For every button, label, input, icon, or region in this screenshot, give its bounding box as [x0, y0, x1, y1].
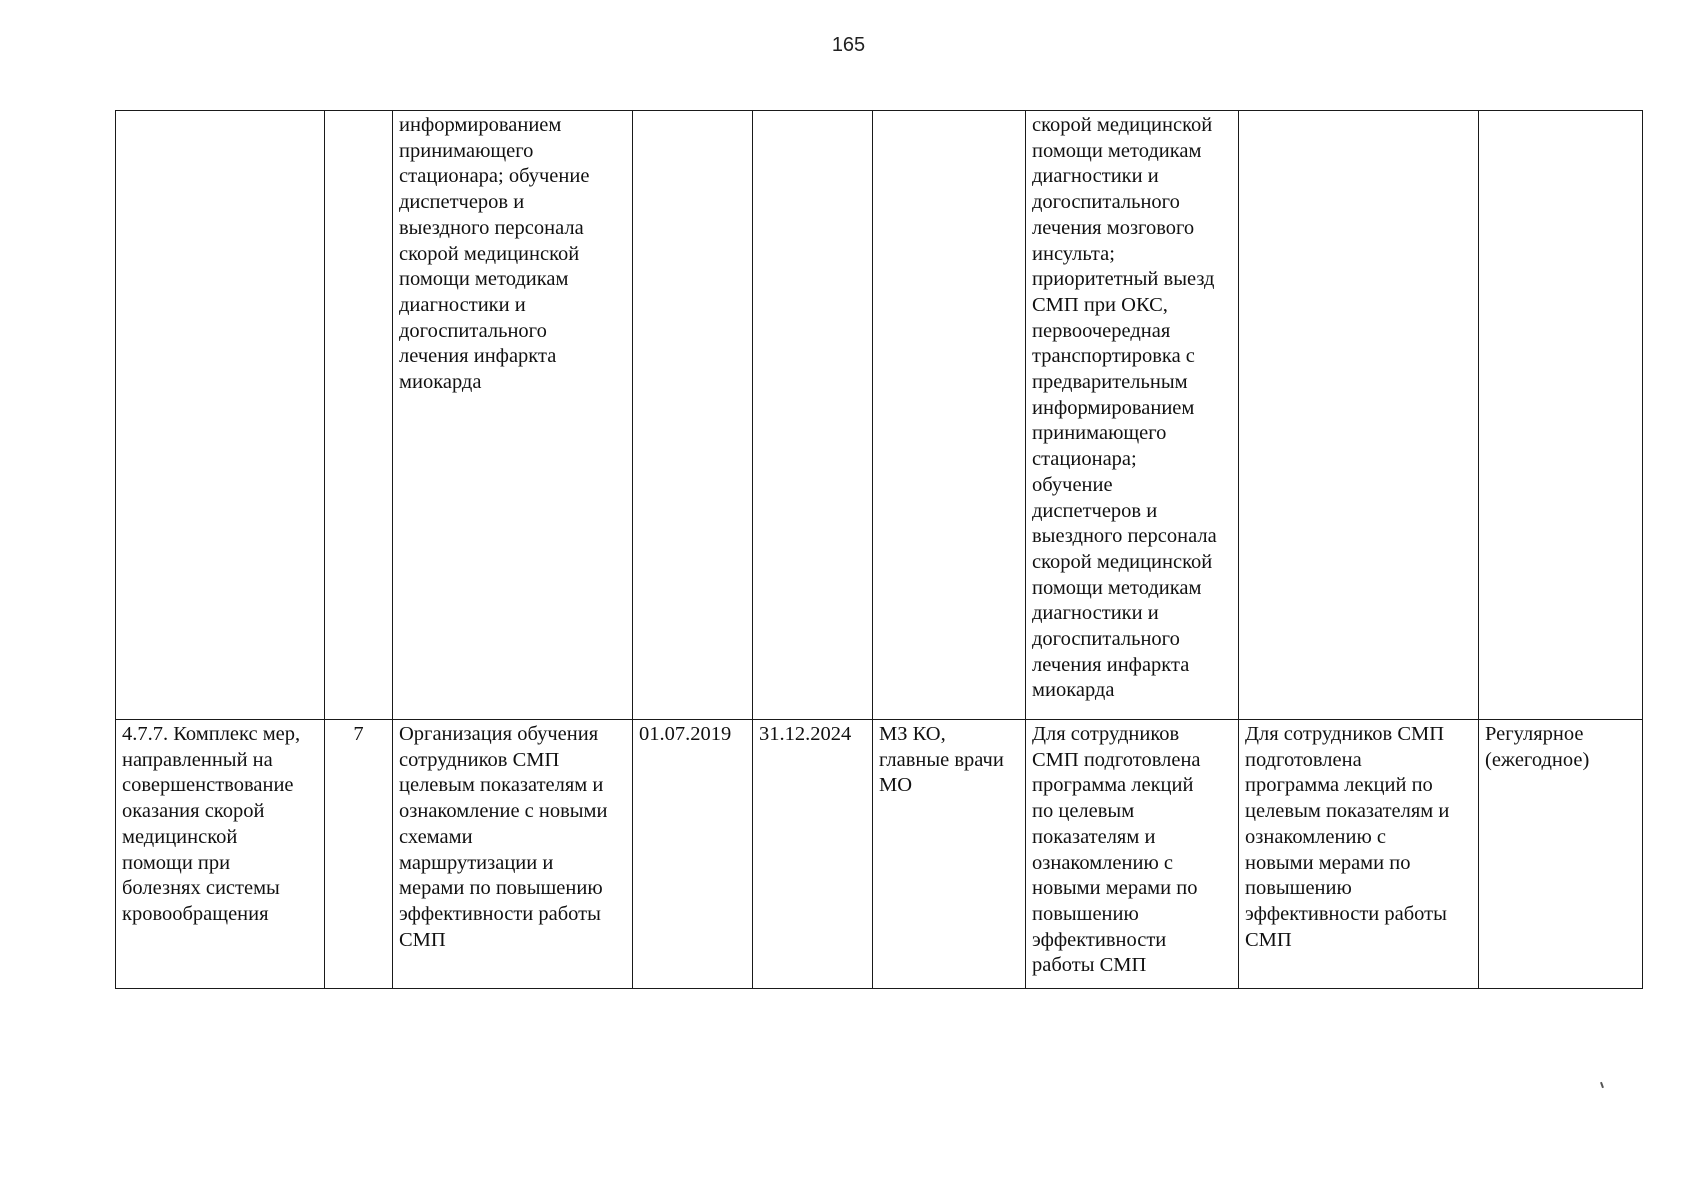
cell-text-line: стационара;: [1032, 448, 1137, 471]
cell-text-line: миокарда: [399, 371, 482, 394]
cell-text-line: повышению: [1245, 877, 1352, 900]
cell-text-line: болезнях системы: [122, 877, 280, 900]
cell-text-line: транспортировка с: [1032, 345, 1195, 368]
cell-responsible: [873, 111, 1026, 720]
cell-text-line: подготовлена: [1245, 748, 1362, 771]
cell-text-line: Организация обучения: [399, 723, 599, 745]
cell-text-line: лечения инфаркта: [1032, 653, 1190, 676]
cell-text-line: помощи методикам: [1032, 576, 1202, 599]
cell-text-line: работы СМП: [1032, 954, 1147, 977]
cell-text-line: целевым показателям и: [1245, 800, 1450, 823]
cell-text-line: сотрудников СМП: [399, 748, 560, 771]
cell-text-line: СМП при ОКС,: [1032, 293, 1168, 316]
cell-text-line: приоритетный выезд: [1032, 268, 1215, 291]
cell-text-line: принимающего: [1032, 422, 1167, 445]
cell-text-line: схемами: [399, 825, 473, 848]
cell-text-line: маршрутизации и: [399, 851, 554, 874]
cell-text-line: лечения мозгового: [1032, 216, 1195, 239]
table-row-continuation: [116, 111, 1643, 720]
cell-activity: [393, 720, 633, 989]
cell-text-line: СМП подготовлена: [1032, 748, 1201, 771]
cell-text-line: совершенствование: [122, 774, 294, 797]
cell-text-line: новыми мерами по: [1032, 877, 1198, 900]
cell-text-line: медицинской: [122, 825, 238, 848]
cell-text-line: помощи при: [122, 851, 231, 874]
cell-text-line: СМП: [1245, 928, 1292, 951]
cell-number: [325, 720, 393, 989]
cell-text-line: выездного персонала: [399, 216, 584, 239]
cell-text-line: диагностики и: [1032, 165, 1159, 188]
cell-text-line: Для сотрудников СМП: [1245, 723, 1445, 745]
cell-text-line: эффективности: [1032, 928, 1167, 951]
cell-measure: [116, 720, 325, 989]
cell-text-line: Регулярное: [1485, 723, 1584, 745]
measures-table: [115, 110, 1643, 989]
cell-text-line: повышению: [1032, 902, 1139, 925]
cell-text-line: помощи методикам: [1032, 139, 1202, 162]
cell-text-line: информированием: [1032, 396, 1195, 419]
cell-start-date: [633, 720, 753, 989]
cell-end-date: [753, 720, 873, 989]
cell-text-line: первоочередная: [1032, 319, 1171, 342]
cell-text-line: 01.07.2019: [639, 723, 732, 745]
cell-text-line: по целевым: [1032, 800, 1135, 823]
cell-number: [325, 111, 393, 720]
cell-text-line: ознакомлению с: [1032, 851, 1173, 874]
cell-text-line: скорой медицинской: [1032, 550, 1213, 573]
cell-text-line: эффективности работы: [399, 902, 601, 925]
cell-text-line: скорой медицинской: [399, 242, 580, 265]
cell-expected-result: [1026, 111, 1239, 720]
cell-text-line: 31.12.2024: [759, 723, 852, 745]
cell-text-line: эффективности работы: [1245, 902, 1447, 925]
cell-text-line: оказания скорой: [122, 800, 265, 823]
cell-periodicity: [1479, 111, 1643, 720]
table-row-4-7-7: [116, 720, 1643, 989]
cell-text-line: главные врачи: [879, 748, 1004, 771]
cell-text-line: догоспитального: [1032, 628, 1180, 651]
cell-text-line: диагностики и: [1032, 602, 1159, 625]
cell-text-line: принимающего: [399, 139, 534, 162]
cell-text-line: (ежегодное): [1485, 748, 1590, 771]
cell-text-line: СМП: [399, 928, 446, 951]
cell-text-line: догоспитального: [399, 319, 547, 342]
cell-text-line: диагностики и: [399, 293, 526, 316]
page-number: 165: [831, 34, 866, 56]
cell-text-line: диспетчеров и: [1032, 499, 1158, 522]
cell-text-line: Для сотрудников: [1032, 723, 1180, 745]
cell-text-line: ознакомление с новыми: [399, 800, 608, 823]
cell-text-line: 7: [353, 723, 364, 745]
cell-text-line: МЗ КО,: [879, 723, 946, 745]
cell-text-line: миокарда: [1032, 679, 1115, 702]
cell-text-line: МО: [879, 774, 913, 797]
cell-responsible: [873, 720, 1026, 989]
cell-text-line: мерами по повышению: [399, 877, 603, 900]
cell-text-line: программа лекций: [1032, 774, 1194, 797]
cell-text-line: помощи методикам: [399, 268, 569, 291]
cell-periodicity: [1479, 720, 1643, 989]
cell-text-line: целевым показателям и: [399, 774, 604, 797]
cell-text-line: предварительным: [1032, 371, 1188, 394]
cell-text-line: направленный на: [122, 748, 273, 771]
cell-text-line: догоспитального: [1032, 191, 1180, 214]
cell-text-line: инсульта;: [1032, 242, 1115, 265]
cell-indicator: [1239, 720, 1479, 989]
cell-activity: [393, 111, 633, 720]
cell-text-line: скорой медицинской: [1032, 114, 1213, 136]
cell-text-line: выездного персонала: [1032, 525, 1217, 548]
cell-text-line: стационара; обучение: [399, 165, 590, 188]
cell-measure: [116, 111, 325, 720]
cell-text-line: ознакомлению с: [1245, 825, 1386, 848]
cell-text-line: программа лекций по: [1245, 774, 1433, 797]
cell-text-line: лечения инфаркта: [399, 345, 557, 368]
scan-mark: [1600, 1082, 1604, 1088]
cell-start-date: [633, 111, 753, 720]
cell-text-line: новыми мерами по: [1245, 851, 1411, 874]
cell-text-line: диспетчеров и: [399, 191, 525, 214]
cell-text-line: показателям и: [1032, 825, 1156, 848]
cell-text-line: информированием: [399, 114, 562, 136]
cell-indicator: [1239, 111, 1479, 720]
cell-text-line: 4.7.7. Комплекс мер,: [122, 723, 301, 745]
cell-text-line: обучение: [1032, 473, 1113, 496]
cell-expected-result: [1026, 720, 1239, 989]
cell-text-line: кровообращения: [122, 902, 269, 925]
cell-end-date: [753, 111, 873, 720]
